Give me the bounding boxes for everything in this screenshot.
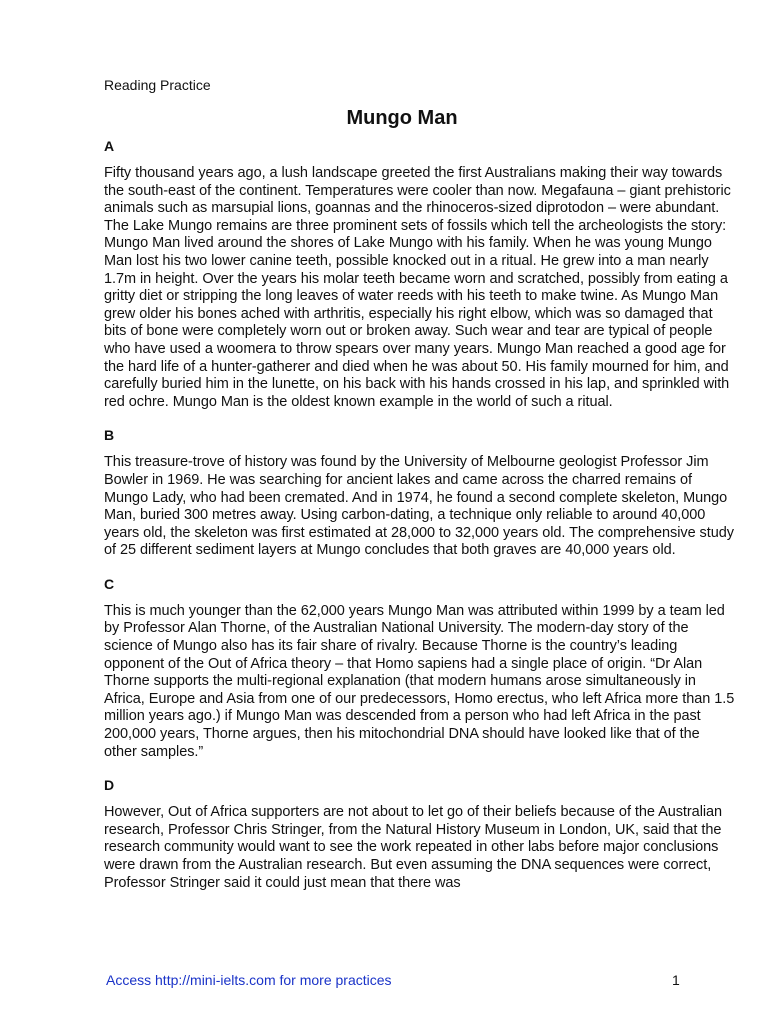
section-a (104, 137, 736, 411)
section-letter: B (104, 427, 115, 444)
section-paragraph: This is much younger than the 62,000 years Mungo Man was attributed within 1999 by a team led by Professor Alan Thorne, of the Australian National University. The modern-day story of the science of Mungo also has its fair share of rivalry. Because Thorne is the country’s leading opponent of the Out of Africa theory – that Homo sapiens had a single place of origin. “Dr Alan Thorne supports the multi-regional explanation (that modern humans arose simultaneously in Africa, Europe and Asia from one of our predecessors, Homo erectus, who left Africa more than 1.5 million years ago.) if Mungo Man was descended from a person who had left Africa in the past 200,000 years, Thorne argues, then his mitochondrial DNA should have looked like that of the other samples.” (104, 602, 735, 760)
section-paragraph: Fifty thousand years ago, a lush landscape greeted the first Australians making their way towards the south-east of the continent. Temperatures were cooler than now. Megafauna – giant prehistoric animals such as marsupial lions, goannas and the rhinoceros-sized diprotodon – were abundant. The Lake Mungo remains are three prominent sets of fossils which tell the archeologists the story: Mungo Man lived around the shores of Lake Mungo with his family. When he was young Mungo Man lost his two lower canine teeth, possible knocked out in a ritual. He grew into a man nearly 1.7m in height. Over the years his molar teeth became worn and scratched, possibly from eating a gritty diet or stripping the long leaves of water reeds with his teeth to make twine. As Mungo Man grew older his bones ached with arthritis, especially his right elbow, which was so damaged that bits of bone were completely worn out or broken away. Such wear and tear are typical of people who have used a woomera to throw spears over many years. Mungo Man reached a good age for the hard life of a hunter-gatherer and died when he was about 50. His family mourned for him, and carefully buried him in the lunette, on his back with his hands crossed in his lap, and sprinkled with red ochre. Mungo Man is the oldest known example in the world of such a ritual. (104, 165, 731, 410)
section-letter: D (104, 777, 115, 794)
section-letter: C (104, 575, 115, 592)
section-paragraph: However, Out of Africa supporters are not about to let go of their beliefs because of the Australian research, Professor Chris Stringer, from the Natural History Museum in London, UK, said that the research community would want to see the work repeated in other labs before major conclusions were drawn from the Australian research. But even assuming the DNA sequences were correct, Professor Stringer said it could just mean that there was (104, 804, 723, 891)
page-title: Mungo Man (346, 107, 458, 129)
section-c (104, 575, 736, 761)
section-letter: A (104, 138, 115, 154)
page-number: 1 (672, 972, 680, 988)
section-b (104, 426, 736, 560)
section-paragraph: This treasure-trove of history was found by the University of Melbourne geologist Professor Jim Bowler in 1969. He was searching for ancient lakes and came across the charred remains of Mungo Lady, who had been cremated. And in 1974, he found a second complete skeleton, Mungo Man, buried 300 metres away. Using carbon-dating, a technique only reliable to around 40,000 years old, the skeleton was first estimated at 28,000 to 32,000 years old. The comprehensive study of 25 different sediment layers at Mungo concludes that both graves are 40,000 years old. (104, 454, 734, 559)
section-d (104, 776, 736, 892)
footer-access-link[interactable]: Access http://mini-ielts.com for more practices (106, 972, 392, 988)
header-label: Reading Practice (104, 77, 211, 93)
article-body (104, 137, 736, 907)
